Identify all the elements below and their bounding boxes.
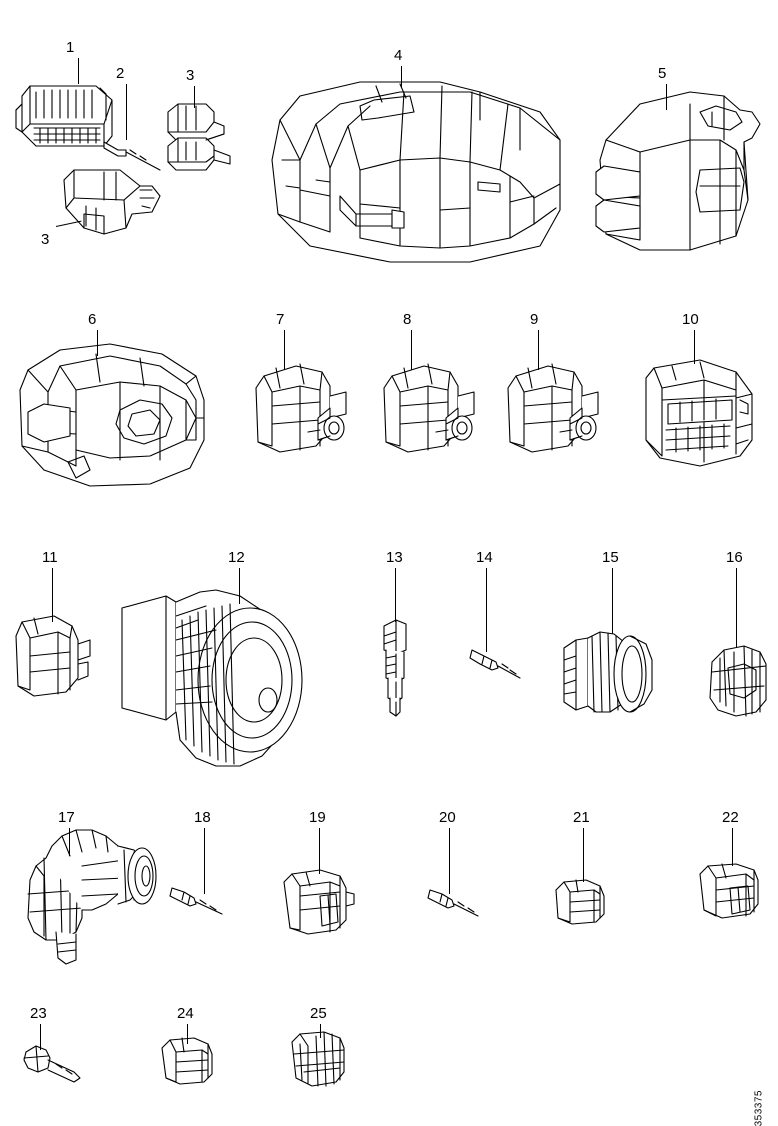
part-10-connector [646,360,752,466]
callout-8: 8 [403,311,412,328]
part-2-terminal [104,142,160,170]
leader-21 [583,828,584,882]
leader-20 [449,828,450,894]
leader-8 [411,330,412,370]
part-9-connector [508,364,598,452]
callout-18: 18 [194,809,211,826]
leader-16 [736,568,737,648]
callout-2: 2 [116,65,125,82]
leader-3-upper [194,86,195,108]
part-12-round-connector [122,590,302,766]
callout-5: 5 [658,65,667,82]
callout-14: 14 [476,549,493,566]
part-5-connector [596,92,760,250]
leader-9 [538,330,539,370]
callout-20: 20 [439,809,456,826]
leader-13 [395,568,396,622]
callout-16: 16 [726,549,743,566]
leader-17 [69,828,70,856]
callout-3-upper: 3 [186,67,195,84]
callout-23: 23 [30,1005,47,1022]
part-8-connector [384,364,474,452]
callout-24: 24 [177,1005,194,1022]
part-23-terminal [24,1046,80,1082]
part-13-sensor-pin [384,620,406,716]
leader-23 [40,1024,41,1050]
part-16-lock-ring [710,646,766,716]
part-7-connector [256,364,346,452]
leader-22 [732,828,733,866]
part-22-connector [700,864,758,918]
part-25-connector [292,1032,344,1086]
leader-18 [204,828,205,894]
part-21-connector [556,880,604,924]
leader-14 [486,568,487,652]
callout-15: 15 [602,549,619,566]
leader-2 [126,84,127,140]
leader-1 [78,58,79,84]
part-24-connector [162,1038,212,1084]
part-19-connector [284,870,354,934]
callout-10: 10 [682,311,699,328]
part-20-terminal-pin [428,890,478,916]
part-3-lever-left [64,170,160,234]
callout-25: 25 [310,1005,327,1022]
callout-1: 1 [66,39,75,56]
callout-7: 7 [276,311,285,328]
part-18-terminal-pin [170,888,222,914]
callout-19: 19 [309,809,326,826]
part-3-clip-upper [168,104,230,170]
part-1-connector-housing [16,86,112,146]
part-15-threaded-connector [564,632,652,712]
callout-6: 6 [88,311,97,328]
callout-21: 21 [573,809,590,826]
part-14-terminal-pin [470,650,520,678]
leader-24 [187,1024,188,1044]
part-17-angled-connector [28,830,156,964]
leader-11 [52,568,53,622]
leader-5 [666,84,667,110]
leader-25 [320,1024,321,1038]
part-11-connector [16,616,90,696]
callout-3-lower: 3 [41,231,50,248]
callout-17: 17 [58,809,75,826]
callout-11: 11 [42,549,58,566]
callout-9: 9 [530,311,539,328]
leader-12 [239,568,240,604]
callout-22: 22 [722,809,739,826]
part-6-connector [20,344,204,486]
callout-4: 4 [394,47,403,64]
callout-13: 13 [386,549,403,566]
part-4-large-connector [272,82,560,262]
leader-15 [612,568,613,634]
leader-19 [319,828,320,874]
leader-6 [97,330,98,356]
callout-12: 12 [228,549,245,566]
diagram-id-label: 353375 [753,1090,764,1126]
leader-10 [694,330,695,364]
leader-7 [284,330,285,370]
leader-4 [401,66,402,88]
